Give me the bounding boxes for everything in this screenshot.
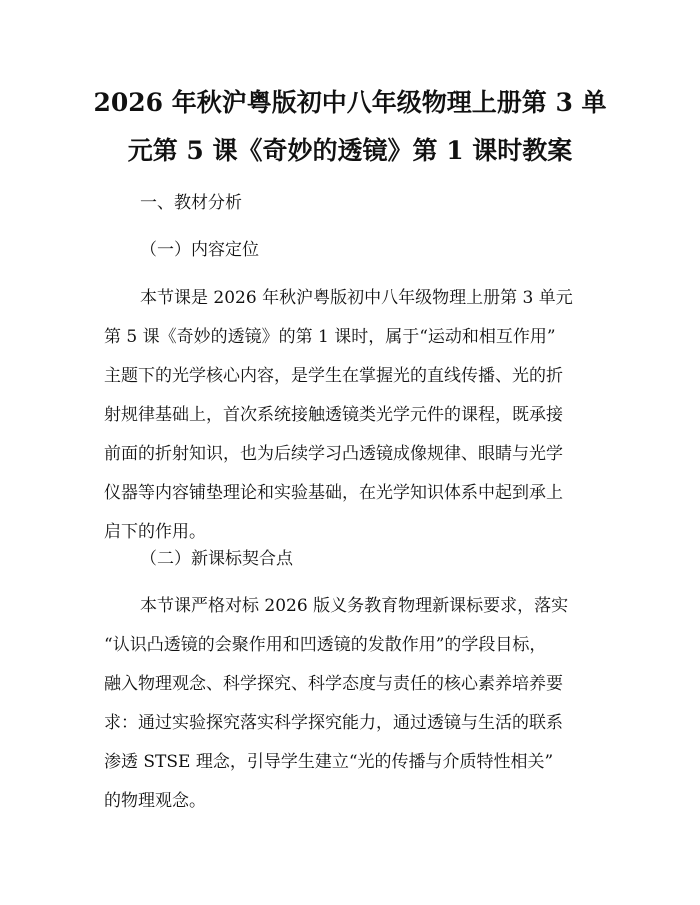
paragraph-line: 本节课是 2026 年秋沪粤版初中八年级物理上册第 3 单元	[140, 288, 573, 308]
paragraph-line: 融入物理观念、科学探究、科学态度与责任的核心素养培养要	[104, 674, 563, 694]
paragraph-line: 主题下的光学核心内容，是学生在掌握光的直线传播、光的折	[104, 366, 563, 386]
paragraph-line: “认识凸透镜的会聚作用和凹透镜的发散作用”的学段目标，	[104, 635, 547, 655]
paragraph-line: 前面的折射知识，也为后续学习凸透镜成像规律、眼睛与光学	[104, 444, 563, 464]
paragraph-line: 的物理观念。	[104, 791, 206, 811]
paragraph-line: 本节课严格对标 2026 版义务教育物理新课标要求，落实	[140, 596, 569, 616]
paragraph-line: 第 5 课《奇妙的透镜》的第 1 课时，属于“运动和相互作用”	[104, 327, 556, 347]
paragraph-line: 射规律基础上，首次系统接触透镜类光学元件的课程，既承接	[104, 405, 563, 425]
paragraph-line: 渗透 STSE 理念，引导学生建立“光的传播与介质特性相关”	[104, 752, 554, 772]
document-title-line-2: 元第 5 课《奇妙的透镜》第 1 课时教案	[127, 136, 573, 165]
subsection-heading-content-positioning: （一）内容定位	[140, 240, 259, 260]
paragraph-content-positioning	[104, 279, 604, 552]
paragraph-line: 求：通过实验探究落实科学探究能力，通过透镜与生活的联系	[104, 713, 563, 733]
paragraph-curriculum-alignment	[104, 587, 604, 821]
section-heading-textbook-analysis: 一、教材分析	[140, 193, 242, 213]
paragraph-line: 仪器等内容铺垫理论和实验基础，在光学知识体系中起到承上	[104, 483, 563, 503]
paragraph-line: 启下的作用。	[104, 522, 206, 542]
subsection-heading-curriculum-alignment: （二）新课标契合点	[140, 549, 293, 569]
document-title-line-1: 2026 年秋沪粤版初中八年级物理上册第 3 单	[93, 88, 607, 117]
